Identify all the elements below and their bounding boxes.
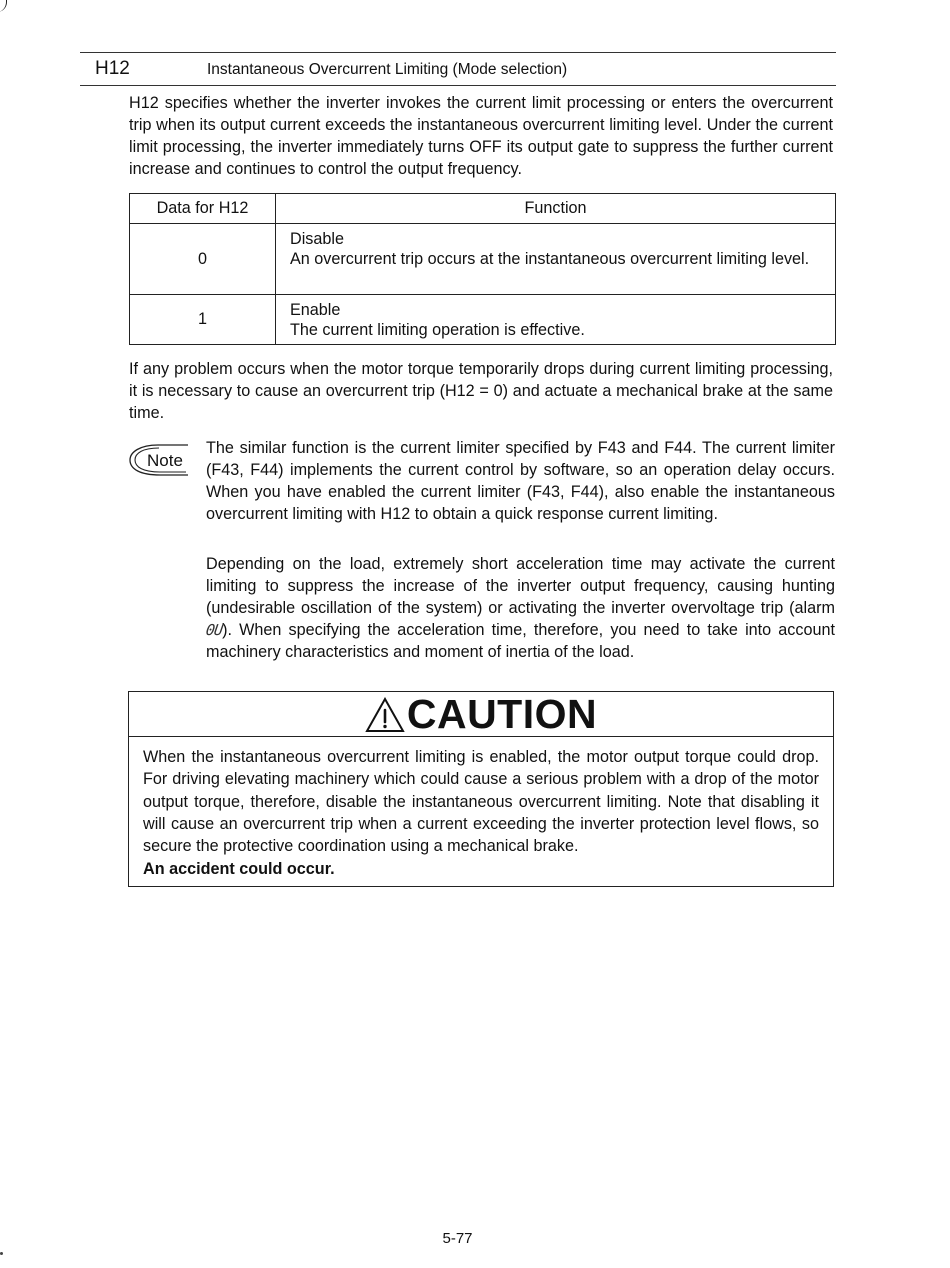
caution-box — [128, 691, 834, 887]
note-paragraph-2-start: Depending on the load, extremely short acceleration time may activate the current limiting to suppress the increase of the inverter output frequency, causing hunting (undesirable oscillation of the system) or activating the inverter overvoltage trip (alarm — [206, 555, 835, 617]
parameter-code: H12 — [95, 58, 130, 79]
table-header-function: Function — [276, 194, 836, 224]
function-title: Enable — [290, 301, 341, 319]
table-cell-data: 0 — [130, 224, 276, 295]
function-description: An overcurrent trip occurs at the instantaneous overcurrent limiting level. — [290, 250, 810, 268]
note-icon-label: Note — [147, 451, 183, 470]
parameter-header — [80, 52, 836, 86]
function-description: The current limiting operation is effective. — [290, 321, 585, 339]
alarm-code-display: 0U — [204, 621, 224, 639]
page-edge-mark — [0, 0, 7, 12]
page-edge-dot — [0, 1252, 3, 1255]
table-row — [130, 224, 836, 295]
warning-triangle-icon — [365, 697, 405, 733]
table-row — [130, 295, 836, 345]
function-table — [129, 193, 836, 345]
intro-paragraph: H12 specifies whether the inverter invokes the current limit processing or enters the overcurrent trip when its output current exceeds the instantaneous overcurrent limiting level. Under the current limit processing, the inverter immediately turns OFF its output gate to suppress the further current increase and continues to control the output frequency. — [129, 94, 833, 178]
note-paragraph-2 — [206, 553, 835, 663]
caution-header — [129, 692, 833, 737]
after-table-paragraph: If any problem occurs when the motor torque temporarily drops during current limiting processing, it is necessary to cause an overcurrent trip (H12 = 0) and actuate a mechanical brake at the same time. — [129, 360, 833, 422]
function-title: Disable — [290, 230, 344, 248]
table-cell-function — [276, 295, 836, 345]
note-paragraph-1: The similar function is the current limiter specified by F43 and F44. The current limiter (F43, F44) implements the current control by software, so an operation delay occurs. When you have enabled the current limiter (F43, F44), also enable the instantaneous overcurrent limiting with H12 to obtain a quick response current limiting. — [206, 439, 835, 523]
caution-warning: An accident could occur. — [143, 860, 335, 878]
note-icon — [128, 442, 190, 478]
parameter-title: Instantaneous Overcurrent Limiting (Mode selection) — [207, 61, 568, 78]
page-number: 5-77 — [442, 1230, 473, 1247]
caution-body: When the instantaneous overcurrent limiting is enabled, the motor output torque could drop. For driving elevating machinery which could cause a serious problem with a drop of the motor output torque, therefore, disable the instantaneous overcurrent limiting. Note that disabling it will cause an overcurrent trip when a current exceeding the inverter protection level flows, so secure the protective coordination using a mechanical brake. — [143, 748, 819, 856]
caution-title: CAUTION — [406, 691, 598, 737]
table-cell-function — [276, 224, 836, 295]
note-paragraph-2-end: ). When specifying the acceleration time, therefore, you need to take into account machinery characteristics and moment of inertia of the load. — [206, 621, 835, 661]
table-header-data: Data for H12 — [130, 194, 276, 224]
table-header-row — [130, 194, 836, 224]
table-cell-data: 1 — [130, 295, 276, 345]
